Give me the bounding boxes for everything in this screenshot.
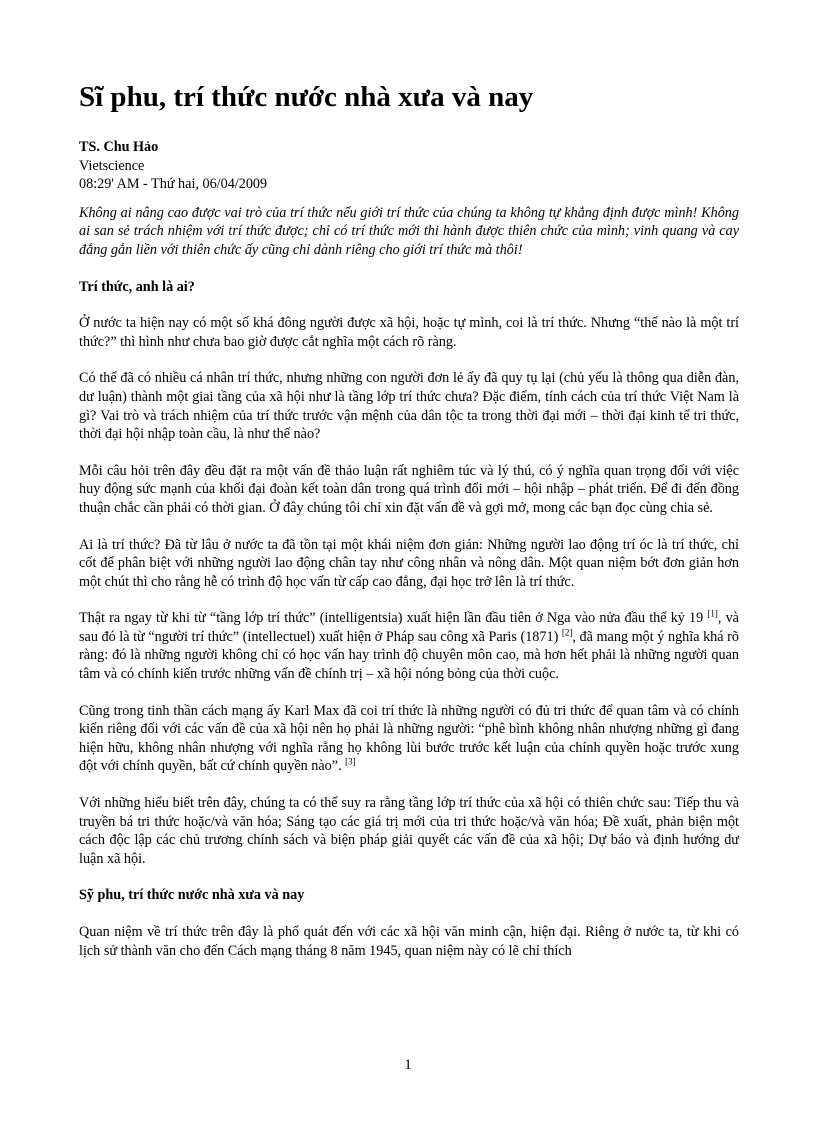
paragraph: Với những hiểu biết trên đây, chúng ta có thể suy ra rằng tầng lớp trí thức của xã hội có thiên chức sau: Tiếp thu và truyền bá tri thức hoặc/và văn hóa; Sáng tạo các giá trị mới của tri thức hoặc/và văn hóa; Đề xuất, phản biện một cách độc lập các chủ trương chính sách và biện pháp giải quyết các vấn đề của xã hội; Dự báo và định hướng dư luận xã hội. — [79, 795, 739, 867]
footnote-ref-3[interactable]: [3] — [345, 756, 356, 767]
article-title: Sĩ phu, trí thức nước nhà xưa và nay — [79, 81, 534, 113]
author-name: TS. Chu Hảo — [79, 139, 159, 155]
paragraph: Có thể đã có nhiều cá nhân trí thức, nhưng những con người đơn lẻ ấy đã quy tụ lại (chủ yếu là thông qua diễn đàn, dư luận) thành một giai tầng của xã hội như là tầng lớp trí thức chưa? Đặc điểm, tính cách của trí thức Việt Nam là gì? Vai trò và trách nhiệm của trí thức trước vận mệnh của dân tộc ta trong thời đại mới – thời đại kinh tế tri thức, thời đại hội nhập toàn cầu, là như thế nào? — [79, 370, 739, 443]
paragraph-text: Thật ra ngay từ khi từ “tầng lớp trí thức” (intelligentsia) xuất hiện lần đầu tiên ở Nga vào nửa đầu thế kỷ 19 — [79, 610, 708, 627]
paragraph-text: , đã mang một ý nghĩa khá rõ ràng: đó là những người không chỉ có học vấn hay trình độ chuyên môn cao, mà hơn hết phải là những người quan tâm và có chính kiến trước những vấn đề chính trị – xã hội nóng bỏng của thời cuộc. — [79, 628, 739, 683]
page-number: 1 — [404, 1057, 412, 1073]
paragraph: Ai là trí thức? Đã từ lâu ở nước ta đã tồn tại một khái niệm đơn giản: Những người lao động trí óc là trí thức, chỉ cốt để phân biệt với những người lao động chân tay như công nhân và nông dân. Một quan niệm bớt đơn giản hơn một chút thì cho rằng hễ có trình độ học vấn từ cấp cao đẳng, đại học trở lên là trí thức. — [79, 536, 739, 590]
article-meta — [79, 138, 739, 194]
paragraph: Ở nước ta hiện nay có một số khá đông người được xã hội, hoặc tự mình, coi là trí thức. Nhưng “thế nào là một trí thức?” thì hình như chưa bao giờ được cắt nghĩa một cách rõ ràng. — [79, 315, 739, 350]
section-heading-1: Trí thức, anh là ai? — [79, 278, 195, 295]
source-name: Vietscience — [79, 157, 145, 174]
paragraph-text: , và sau đó là từ “người trí thức” (intellectuel) xuất hiện ở Pháp sau công xã Paris (1871) — [79, 610, 739, 645]
paragraph-with-footnotes — [79, 702, 739, 776]
lead-paragraph: Không ai nâng cao được vai trò của trí thức nếu giới trí thức của chúng ta không tự khẳng định được mình! Không ai san sẻ trách nhiệm với trí thức được; chỉ có trí thức mới thi hành được thiên chức của mình; vinh quang và cay đắng gắn liền với thiên chức ấy cũng chỉ dành riêng cho giới trí thức mà thôi! — [79, 204, 739, 258]
section-heading-2: Sỹ phu, trí thức nước nhà xưa và nay — [79, 887, 305, 904]
paragraph-text: Cũng trong tinh thần cách mạng ấy Karl Max đã coi trí thức là những người có đủ tri thức để quan tâm và có chính kiến riêng đối với các vấn đề của xã hội nên họ phải là những người: “phê bình không nhân nhượng những gì đang hiện hữu, không nhân nhượng với nghĩa rằng họ không lùi bước trước kết luận của chính quyền hoặc trước xung đột với chính quyền, bất cứ chính quyền nào”. — [79, 702, 739, 775]
document-body — [79, 80, 739, 960]
paragraph: Mỗi câu hỏi trên đây đều đặt ra một vấn đề thảo luận rất nghiêm túc và lý thú, có ý nghĩa quan trọng đối với việc huy động sức mạnh của khối đại đoàn kết toàn dân trong quá trình đổi mới – hội nhập – phát triển. Để đi đến đồng thuận chắc cần phải có thời gian. Ở đây chúng tôi chỉ xin đặt vấn đề và gợi mở, mong các bạn đọc cùng chia sẻ. — [79, 462, 739, 516]
footnote-ref-2[interactable]: [2] — [561, 627, 573, 638]
footnote-ref-1[interactable]: [1] — [707, 608, 718, 619]
paragraph: Quan niệm về trí thức trên đây là phổ quát đến với các xã hội văn minh cận, hiện đại. Riêng ở nước ta, từ khi có lịch sử thành văn cho đến Cách mạng tháng 8 năm 1945, quan niệm này có lẽ chỉ thích — [79, 924, 739, 959]
paragraph-with-footnotes — [79, 609, 739, 683]
publish-datetime: 08:29' AM - Thứ hai, 06/04/2009 — [79, 176, 268, 193]
